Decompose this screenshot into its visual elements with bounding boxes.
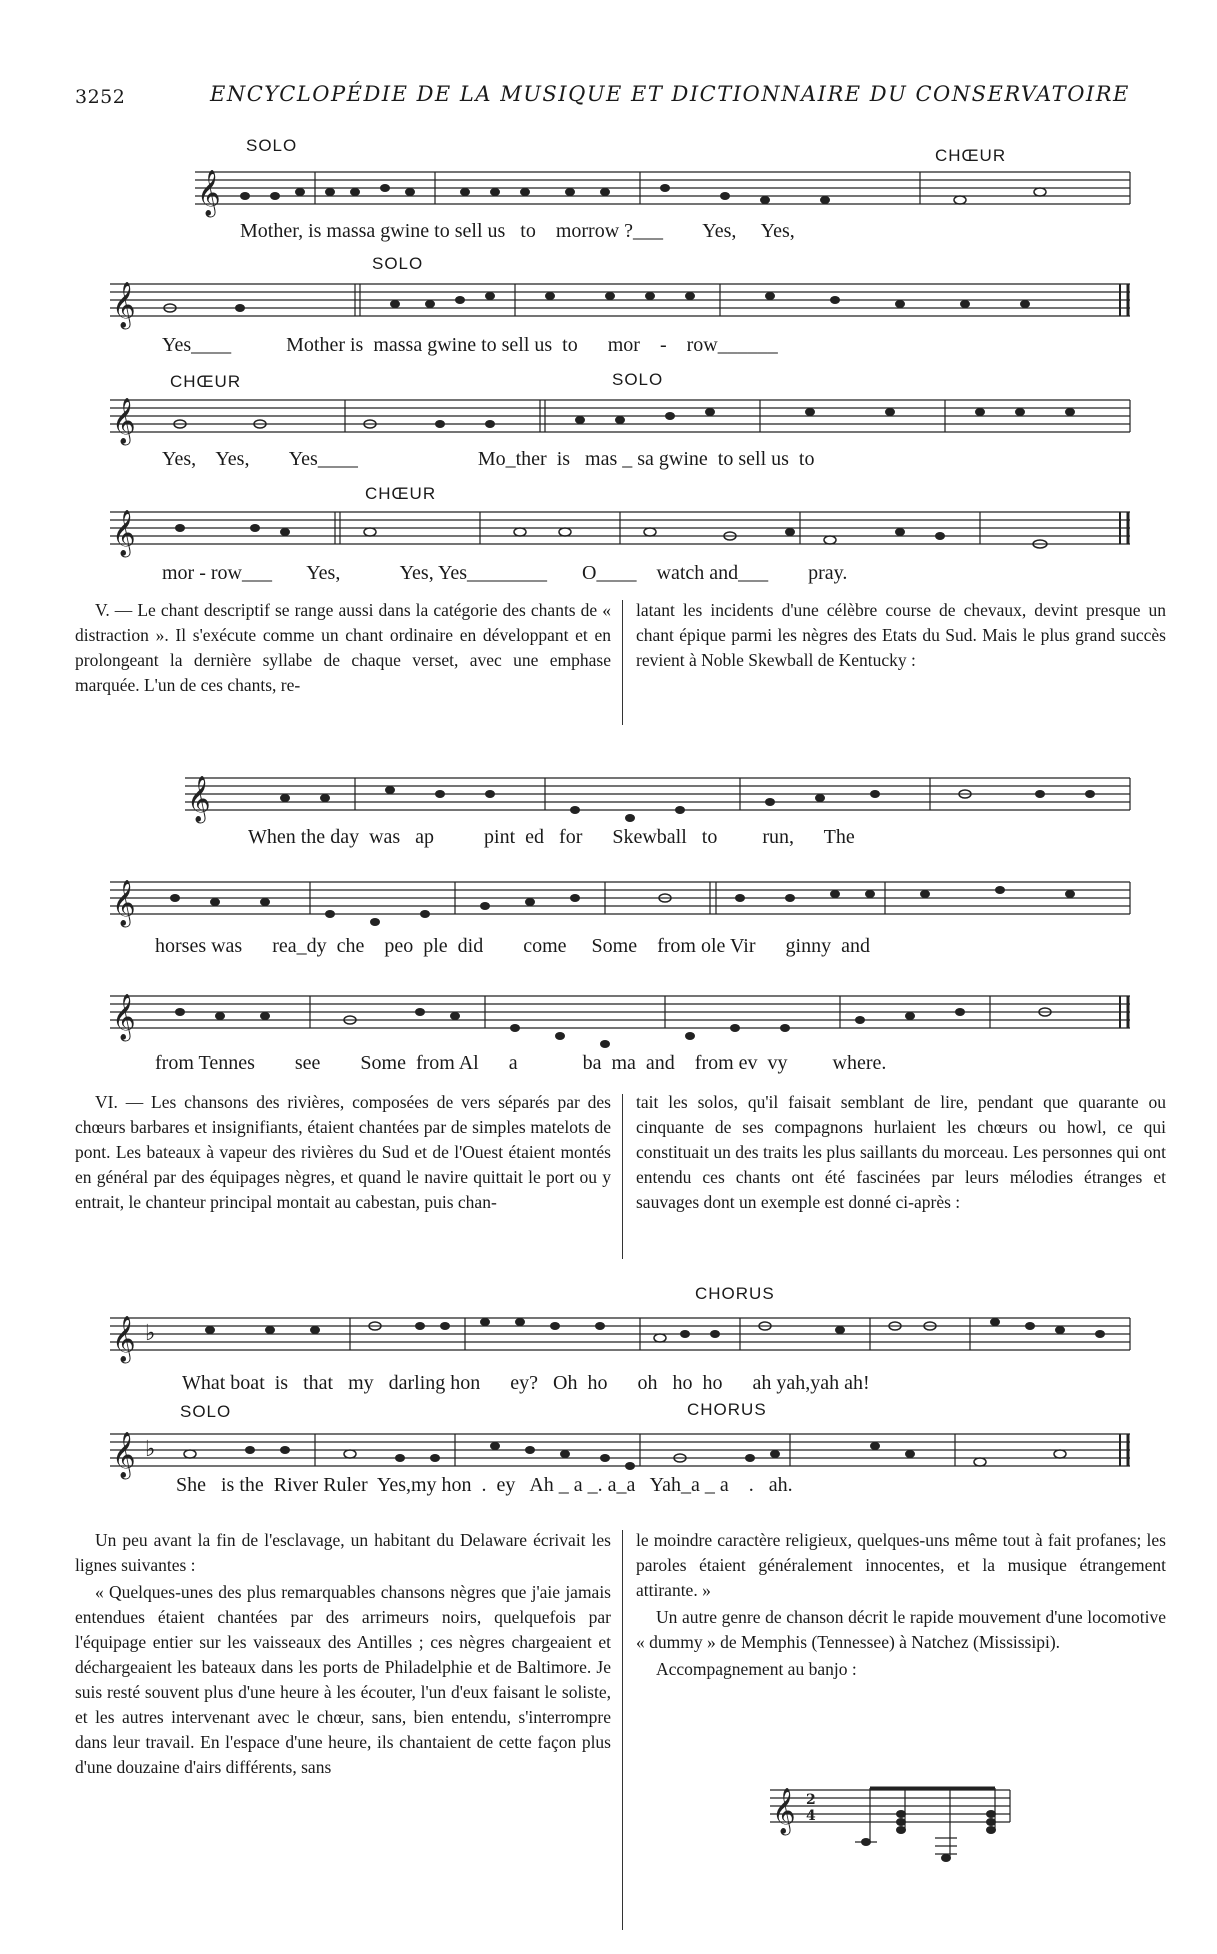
music-staff bbox=[110, 976, 1135, 1056]
paragraph: Un peu avant la fin de l'esclavage, un habitant du Delaware écrivait les lignes suivantes : bbox=[75, 1530, 611, 1575]
solo-label: SOLO bbox=[180, 1402, 232, 1421]
column-divider bbox=[622, 600, 623, 725]
svg-text:𝄞: 𝄞 bbox=[112, 510, 136, 556]
choeur-label: CHŒUR bbox=[365, 484, 437, 503]
choeur-label: CHŒUR bbox=[170, 372, 242, 391]
lyrics-line: When the day was ap pint ed for Skewball to run, The bbox=[248, 826, 855, 848]
paragraph: Accompagnement au banjo : bbox=[656, 1659, 857, 1679]
solo-label: SOLO bbox=[612, 370, 664, 389]
svg-text:2: 2 bbox=[806, 1792, 816, 1808]
svg-text:𝄞: 𝄞 bbox=[197, 170, 221, 216]
lyrics-line: She is the River Ruler Yes,my hon . ey Ah _ a _. a_a Yah_a _ a . ah. bbox=[176, 1474, 793, 1496]
svg-text:𝄞: 𝄞 bbox=[112, 1316, 136, 1362]
svg-text:𝄞: 𝄞 bbox=[187, 776, 211, 822]
paragraph: « Quelques-unes des plus remarquables chansons nègres que j'aie jamais entendues étaient chantées par des arrimeurs noirs, quelquefois par l'équipage entier sur les vaisseaux des Antilles ; ces nègres chargeaient et déchargeaient les bateaux dans les ports de Philadelphie et de Baltimore. Je suis resté souvent plus d'une heure à les écouter, l'un d'eux faisant le soliste, et les autres intervenant avec le chœur, sans, bien entendu, s'interrompre dans leur travail. En l'espace d'une heure, ils chantaient de cette façon plus d'une douzaine d'airs différents, sans bbox=[75, 1582, 611, 1777]
svg-text:𝄞: 𝄞 bbox=[112, 994, 136, 1040]
banjo-accompaniment-staff bbox=[770, 1770, 1015, 1880]
lyrics-line: horses was rea_dy che peo ple did come Some from ole Vir ginny and bbox=[155, 935, 870, 957]
lyrics-line: Mother, is massa gwine to sell us to morrow ?___ Yes, Yes, bbox=[240, 220, 795, 242]
svg-text:𝄞: 𝄞 bbox=[112, 880, 136, 926]
music-staff bbox=[185, 758, 1135, 828]
chorus-label: CHORUS bbox=[695, 1284, 775, 1303]
paragraph: latant les incidents d'une célèbre course de chevaux, devint presque un chant épique parmi les nègres des Etats du Sud. Mais le plus grand succès revient à Noble Skewball de Kentucky : bbox=[636, 600, 1166, 670]
paragraph: le moindre caractère religieux, quelques-uns même tout à fait profanes; les paroles étaient généralement innocentes, et la musique étrangement attirante. » bbox=[636, 1530, 1166, 1600]
column-divider bbox=[622, 1094, 623, 1259]
music-staff bbox=[110, 862, 1135, 932]
svg-text:𝄞: 𝄞 bbox=[112, 1432, 136, 1478]
paragraph: tait les solos, qu'il faisait semblant de lire, pendant que quarante ou cinquante de ses compagnons hurlaient les chœurs ou howl, ce qui constituait un des traits les plus saillants du morceau. Les personnes qui ont entendu ces chants ont été fascinées par leurs mélodies étranges et sauvages dont un exemple est donné ci-après : bbox=[636, 1092, 1166, 1212]
running-title: ENCYCLOPÉDIE DE LA MUSIQUE ET DICTIONNAIRE DU CONSERVATOIRE bbox=[210, 82, 1130, 106]
text-column-left bbox=[75, 1528, 611, 1782]
paragraph: V. — Le chant descriptif se range aussi dans la catégorie des chants de « distraction ». Il s'exécute comme un chant ordinaire en développant et en prolongeant la dernière syllabe de chaque verset, avec une emphase marquée. L'un de ces chants, re- bbox=[75, 600, 611, 695]
choeur-label: CHŒUR bbox=[935, 146, 1007, 165]
lyrics-line: mor - row___ Yes, Yes, Yes________ O____ watch and___ pray. bbox=[162, 562, 848, 584]
music-staff bbox=[195, 162, 1135, 218]
lyrics-line: Yes____ Mother is massa gwine to sell us to mor - row______ bbox=[162, 334, 778, 356]
music-staff bbox=[110, 390, 1135, 446]
svg-text:𝄞: 𝄞 bbox=[112, 398, 136, 444]
lyrics-line: from Tennes see Some from Al a ba ma and from ev vy where. bbox=[155, 1052, 887, 1074]
svg-text:4: 4 bbox=[806, 1808, 816, 1824]
paragraph: VI. — Les chansons des rivières, composées de vers séparés par des chœurs barbares et insignifiants, étaient chantées par de simples matelots de pont. Les bateaux à vapeur des rivières du Sud et de l'Ouest étaient montés en général par des équipages nègres, et quand le navire quittait le port ou y entrait, le chanteur principal montait au cabestan, puis chan- bbox=[75, 1092, 611, 1212]
solo-label: SOLO bbox=[246, 136, 298, 155]
text-column-left bbox=[75, 598, 611, 700]
paragraph: Un autre genre de chanson décrit le rapide mouvement d'une locomotive « dummy » de Memphis (Tennessee) à Natchez (Mississipi). bbox=[636, 1607, 1166, 1652]
svg-text:𝄞: 𝄞 bbox=[772, 1788, 796, 1834]
text-column-right bbox=[636, 1528, 1166, 1684]
lyrics-line: What boat is that my darling hon ey? Oh ho oh ho ho ah yah,yah ah! bbox=[182, 1372, 870, 1394]
column-divider bbox=[622, 1530, 623, 1930]
svg-text:♭: ♭ bbox=[145, 1321, 156, 1346]
solo-label: SOLO bbox=[372, 254, 424, 273]
text-column-left bbox=[75, 1090, 611, 1217]
svg-text:𝄞: 𝄞 bbox=[112, 282, 136, 328]
page-number: 3252 bbox=[75, 86, 126, 108]
text-column-right bbox=[636, 1090, 1166, 1217]
music-staff bbox=[110, 502, 1135, 558]
text-column-right bbox=[636, 598, 1166, 675]
chorus-label: CHORUS bbox=[687, 1400, 767, 1419]
music-staff bbox=[110, 274, 1135, 330]
svg-text:♭: ♭ bbox=[145, 1437, 156, 1462]
lyrics-line: Yes, Yes, Yes____ Mo_ther is mas _ sa gwine to sell us to bbox=[162, 448, 815, 470]
music-staff bbox=[110, 1302, 1135, 1372]
